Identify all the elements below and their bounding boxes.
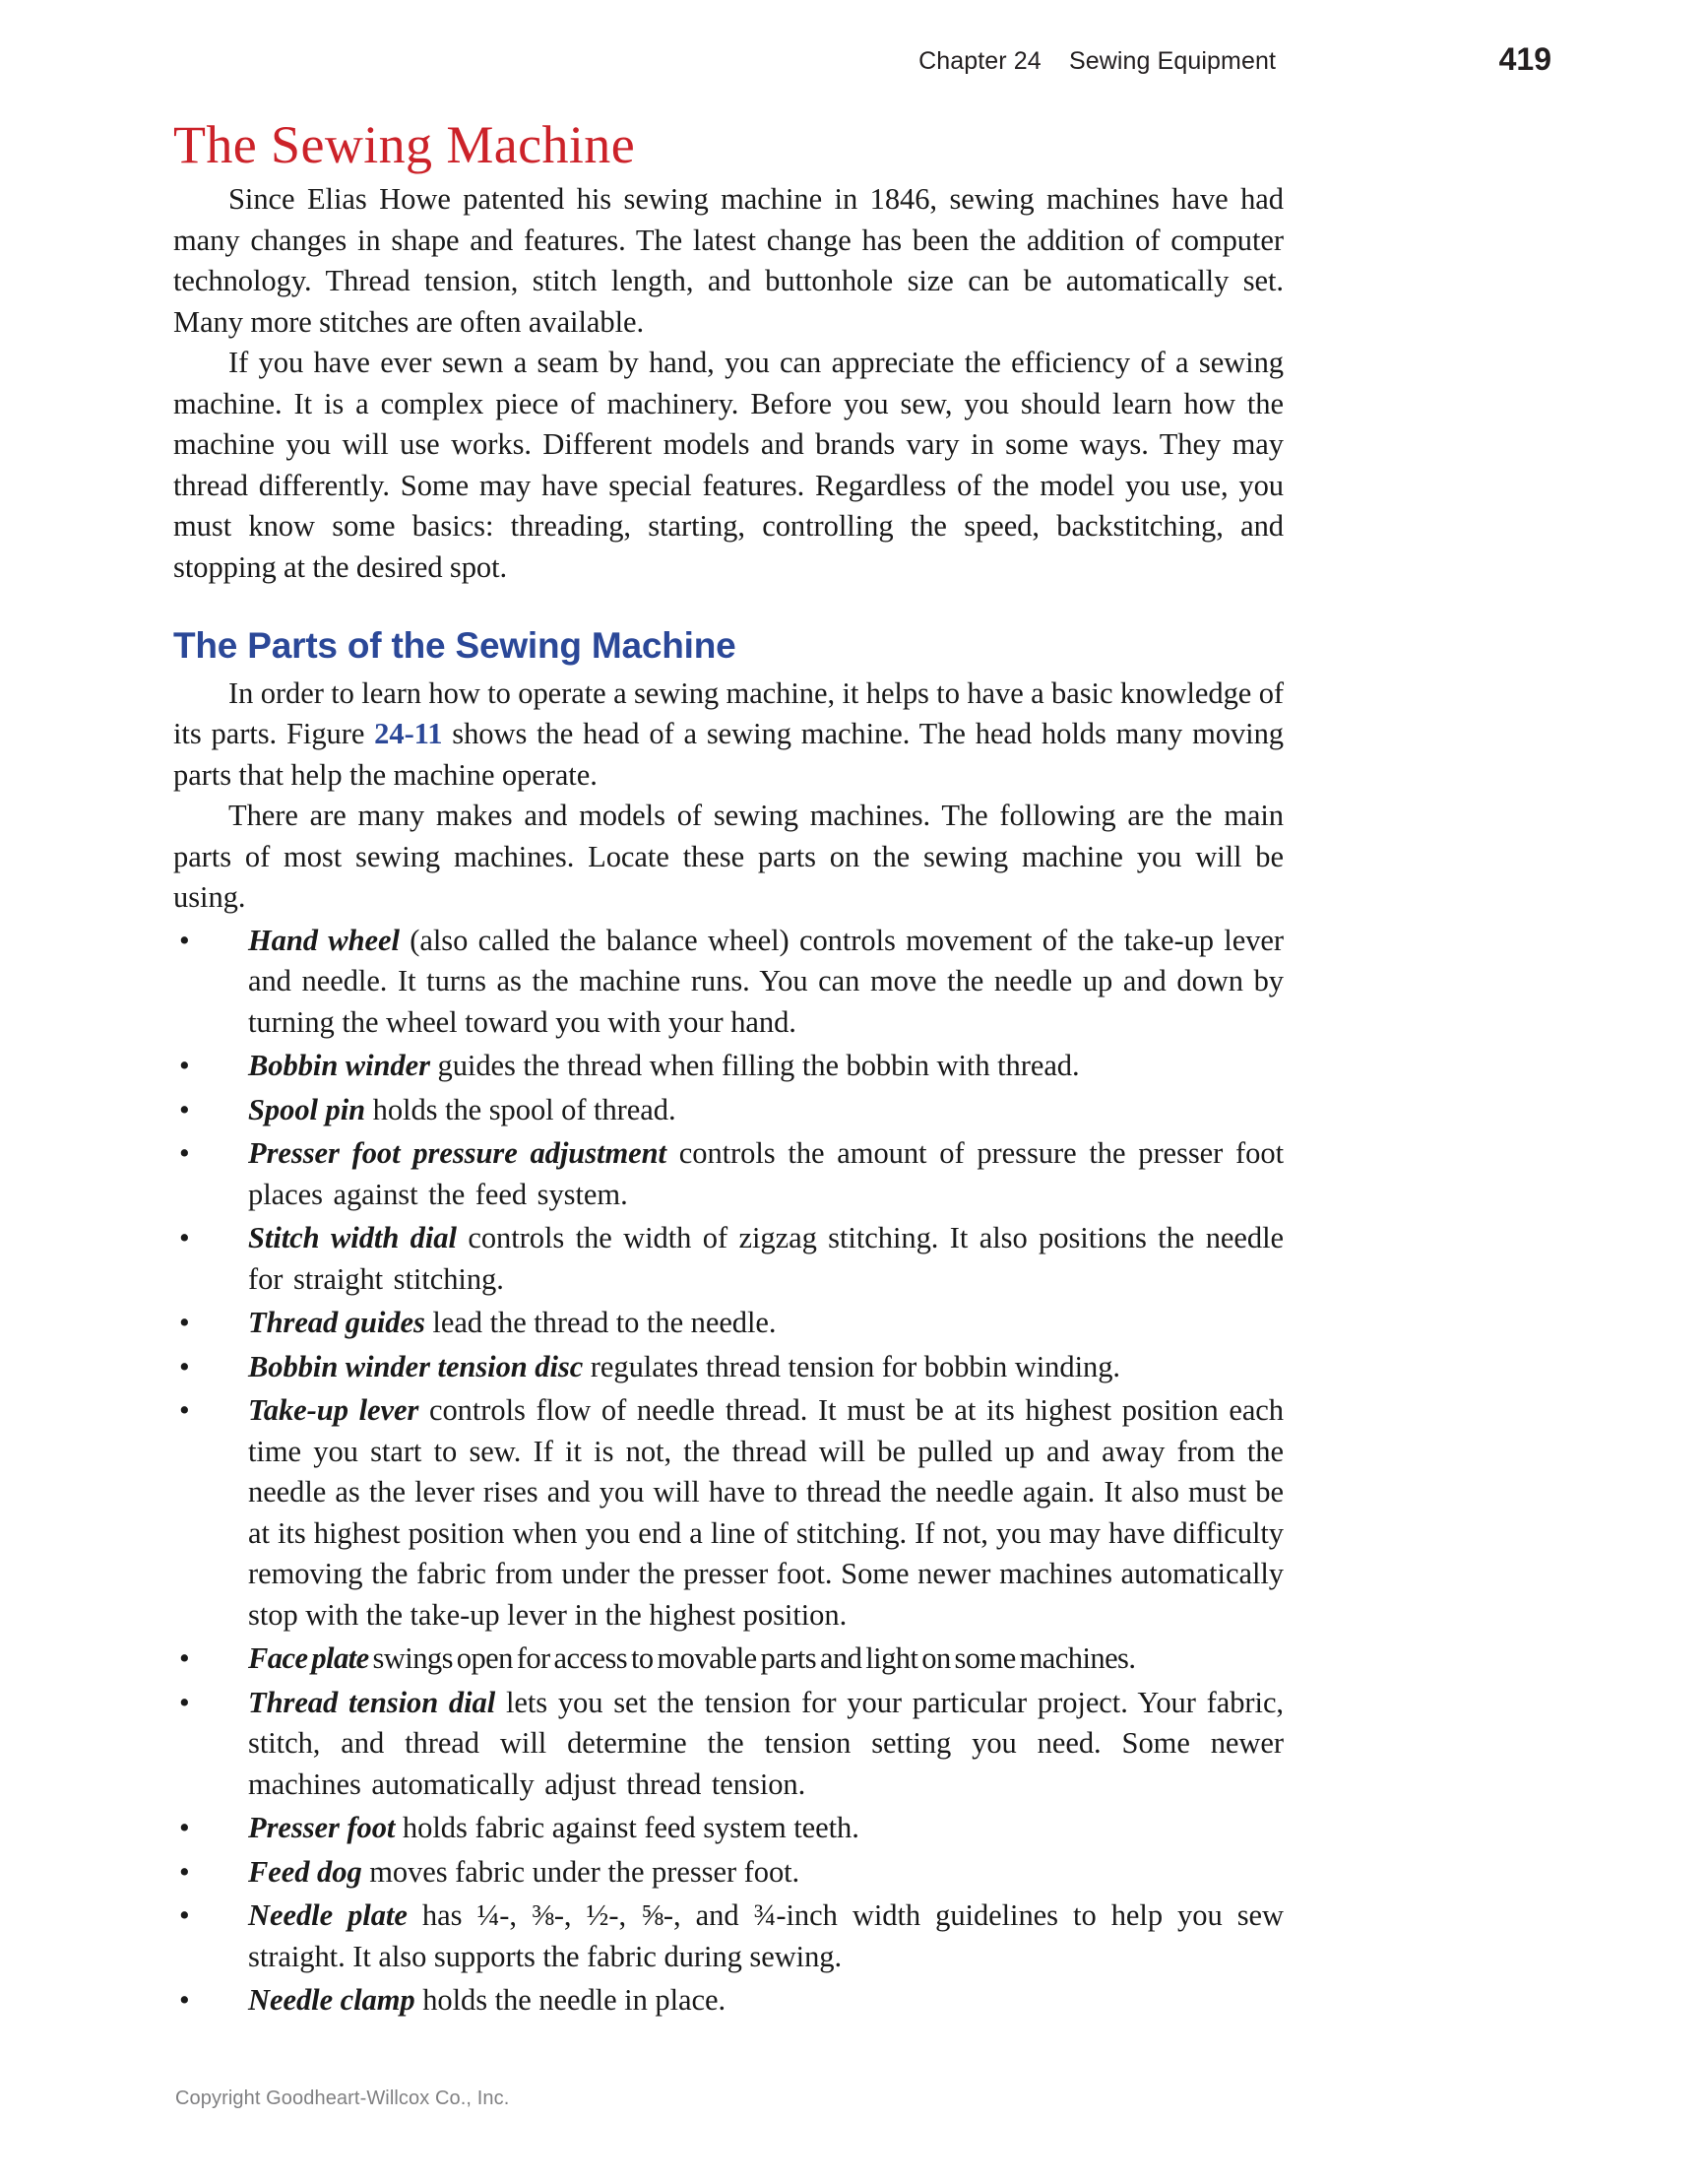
part-description: holds the needle in place. (414, 1983, 727, 2018)
list-item (173, 1683, 1284, 1806)
bullet-icon: • (179, 1854, 190, 1889)
parts-list (173, 921, 1284, 2022)
bullet-icon: • (179, 1306, 190, 1340)
intro-paragraph-2: If you have ever sewn a seam by hand, you can appreciate the efficiency of a sewing machine. It is a complex piece of machinery. Before you sew, you should learn how the machine you will use works. Different models and brands vary in some ways. They may thread differently. Some may have special features. Regardless of the model you use, you must know some basics: threading, starting, controlling the speed, backstitching, and stopping at the desired spot. (173, 346, 1284, 584)
list-item (173, 1980, 1284, 2022)
part-description: holds the spool of thread. (365, 1092, 676, 1126)
list-item (173, 1133, 1284, 1215)
bullet-icon: • (179, 1092, 190, 1126)
list-item (173, 1808, 1284, 1849)
bullet-icon: • (179, 1393, 190, 1428)
list-item (173, 1390, 1284, 1636)
bullet-icon: • (179, 1221, 190, 1255)
bullet-icon: • (179, 1898, 190, 1933)
section-paragraph-1-pre: In order to learn how to operate a sewing machine, it helps to have a basic knowledge of its parts. Figure (173, 675, 1284, 751)
part-description: controls flow of needle thread. It must be at its highest position each time you start to sew. If it is not, the thread will be pulled up and away from the needle as the lever rises and you will have to thread the needle again. It also must be at its highest position when you end a line of stitching. If not, you may have difficulty removing the fabric from under the presser foot. Some newer machines automatically stop with the take-up lever in the highest position. (248, 1393, 1284, 1632)
part-description: moves fabric under the presser foot. (361, 1854, 800, 1889)
part-term: Presser foot (248, 1811, 396, 1845)
section-paragraph-1 (173, 674, 1284, 797)
bullet-icon: • (179, 1685, 190, 1719)
part-term: Bobbin winder tension disc (248, 1349, 584, 1383)
list-item (173, 1218, 1284, 1300)
bullet-icon: • (179, 923, 190, 957)
list-item (173, 921, 1284, 1044)
part-term: Face plate (248, 1641, 369, 1676)
part-description: lets you set the tension for your particular project. Your fabric, stitch, and thread will determine the tension setting you need. Some newer machines automatically adjust thread tension. (248, 1685, 1285, 1801)
intro-paragraph-1: Since Elias Howe patented his sewing machine in 1846, sewing machines have had many changes in shape and features. The latest change has been the addition of computer technology. Thread tension, stitch length, and buttonhole size can be automatically set. Many more stitches are often available. (173, 182, 1284, 339)
bullet-icon: • (179, 1136, 190, 1171)
list-item (173, 1046, 1284, 1087)
part-description: holds fabric against feed system teeth. (395, 1811, 859, 1845)
section-heading: The Parts of the Sewing Machine (173, 625, 736, 667)
page-number: 419 (1498, 41, 1551, 77)
page-title: The Sewing Machine (173, 115, 636, 174)
part-term: Thread guides (248, 1306, 425, 1340)
part-term: Bobbin winder (248, 1049, 430, 1083)
list-item (173, 1303, 1284, 1344)
running-head (173, 41, 1551, 87)
part-description: lead the thread to the needle. (424, 1306, 777, 1340)
part-description: (also called the balance wheel) controls movement of the take-up lever and needle. It turns as the machine runs. You can move the needle up and down by turning the wheel toward you with your hand. (248, 923, 1284, 1039)
bullet-icon: • (179, 1811, 190, 1845)
content-column (173, 116, 1284, 2024)
part-description: regulates thread tension for bobbin winding. (583, 1349, 1120, 1383)
list-item (173, 1852, 1284, 1894)
list-item (173, 1090, 1284, 1131)
part-term: Feed dog (248, 1854, 362, 1889)
part-term: Presser foot pressure adjustment (248, 1136, 666, 1171)
list-item (173, 1638, 1284, 1680)
part-term: Take-up lever (248, 1393, 419, 1428)
part-description: controls the width of zigzag stitching. It also positions the needle for straight stitching. (248, 1221, 1284, 1296)
part-term: Needle clamp (248, 1983, 415, 2018)
bullet-icon: • (179, 1349, 190, 1383)
list-item (173, 1347, 1284, 1388)
running-head-text: Chapter 24 Sewing Equipment (918, 47, 1276, 75)
part-term: Spool pin (248, 1092, 366, 1126)
section-paragraph-2: There are many makes and models of sewing machines. The following are the main parts of most sewing machines. Locate these parts on the sewing machine you will be using. (173, 799, 1284, 915)
part-term: Thread tension dial (248, 1685, 496, 1719)
bullet-icon: • (179, 1983, 190, 2018)
list-item (173, 1895, 1284, 1977)
part-description: controls the amount of pressure the presser foot places against the feed system. (248, 1136, 1284, 1211)
figure-reference-link[interactable]: 24-11 (374, 717, 443, 751)
part-term: Hand wheel (248, 923, 400, 957)
section-paragraph-1-post: shows the head of a sewing machine. The head holds many moving parts that help the machine operate. (173, 717, 1284, 792)
part-description: guides the thread when filling the bobbin with thread. (429, 1049, 1080, 1083)
part-description: has ¼-, ⅜-, ½-, ⅝-, and ¾-inch width guidelines to help you sew straight. It also supports the fabric during sewing. (248, 1898, 1284, 1973)
bullet-icon: • (179, 1049, 190, 1083)
part-description: swings open for access to movable parts and light on some machines. (368, 1641, 1136, 1676)
bullet-icon: • (179, 1641, 190, 1676)
copyright-footer: Copyright Goodheart-Willcox Co., Inc. (175, 2088, 510, 2109)
part-term: Stitch width dial (248, 1221, 457, 1255)
part-term: Needle plate (248, 1898, 408, 1933)
